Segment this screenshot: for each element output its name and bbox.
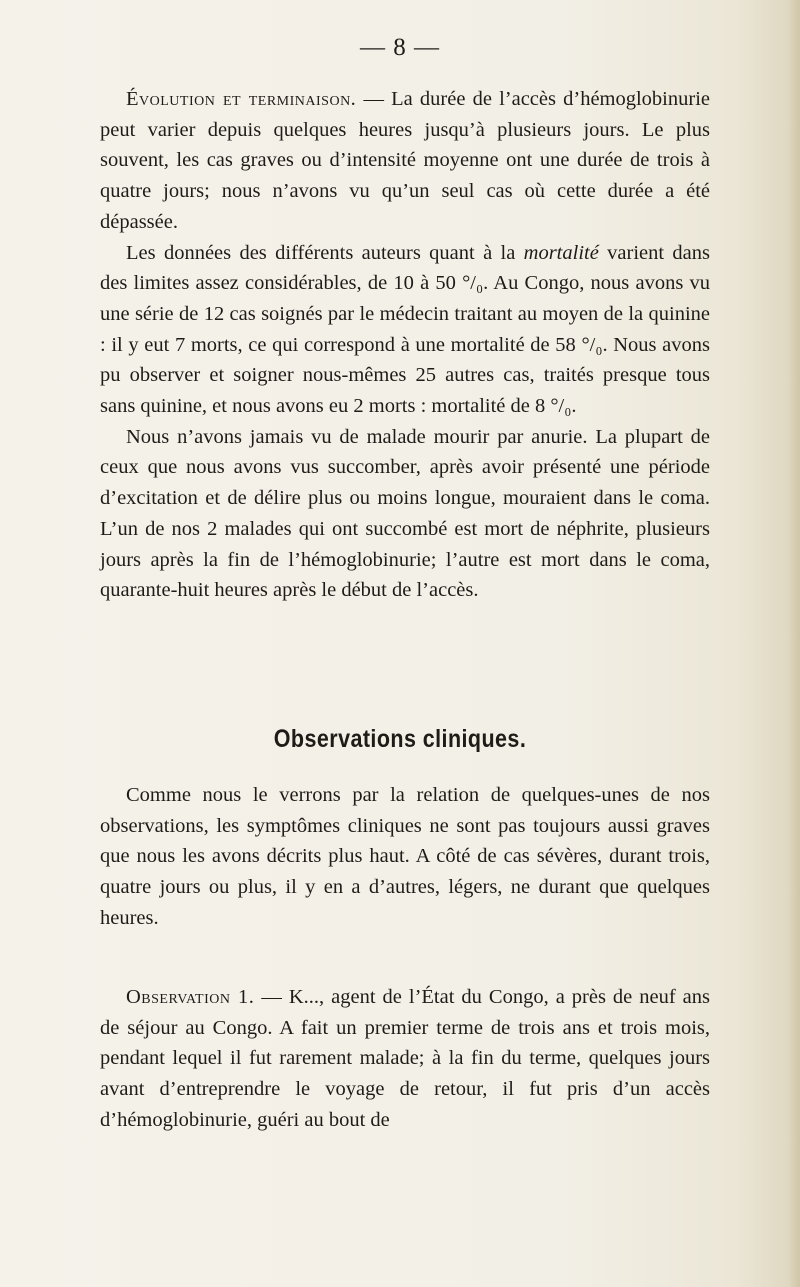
observation-1-heading: Observation 1.	[126, 986, 255, 1008]
anuria-paragraph: Nous n’avons jamais vu de malade mourir par anurie. La plupart de ceux que nous avons vus succomber, après avoir présenté une période d’excitation et de délire plus ou moins longue, mouraient dans le coma. L’un de nos 2 malades qui ont succombé est mort de néphrite, plusieurs jours après la fin de l’hémoglobinurie; l’autre est mort dans le coma, quarante-huit heures après le début de l’accès.	[100, 425, 710, 602]
page-edge-shadow	[788, 0, 800, 1287]
observations-paragraph: Comme nous le verrons par la relation de quelques-unes de nos observations, les symptômes cliniques ne sont pas toujours aussi graves que nous les avons décrits plus haut. A côté de cas sévères, durant trois, quatre jours ou plus, il y en a d’autres, légers, ne durant que quelques heures.	[100, 784, 710, 929]
mortality-text-after: varient dans des limites assez considérables, de 10 à 50 °/₀. Au Congo, nous avons vu une série de 12 cas soignés par le médecin traitant au moyen de la quinine : il y eut 7 morts, ce qui correspond à une mortalité de 58 °/₀. Nous avons pu observer et soigner nous-mêmes 25 autres cas, traités presque tous sans quinine, et nous avons eu 2 morts : mortalité de 8 °/₀.	[100, 241, 710, 418]
evolution-paragraph-1	[100, 84, 710, 238]
observations-intro	[100, 780, 710, 934]
observations-title: Observations cliniques.	[273, 725, 527, 753]
observation-1-dash: —	[254, 986, 289, 1008]
observation-1-paragraph	[100, 982, 710, 1136]
heading-dash: —	[356, 88, 392, 110]
evolution-section	[100, 84, 710, 606]
mortality-term: mortalité	[523, 241, 599, 264]
evolution-heading: Évolution et terminaison.	[126, 88, 357, 110]
evolution-text-1: La durée de l’accès d’hémoglobinurie peut varier depuis quelques heures jusqu’à plusieurs jours. Le plus souvent, les cas graves ou d’intensité moyenne ont une durée de trois à quatre jours; nous n’avons vu qu’un seul cas où cette durée a été dépassée.	[100, 88, 710, 233]
page-number: — 8 —	[360, 34, 440, 61]
mortality-text-before: Les données des différents auteurs quant à la	[126, 241, 524, 264]
mortality-paragraph	[100, 238, 710, 422]
observation-1-text: K..., agent de l’État du Congo, a près de neuf ans de séjour au Congo. A fait un premier terme de trois ans et trois mois, pendant lequel il fut rarement malade; à la fin du terme, quelques jours avant d’entreprendre le voyage de retour, il fut pris d’un accès d’hémoglobinurie, guéri au bout de	[100, 986, 711, 1131]
observation-1	[100, 982, 710, 1136]
